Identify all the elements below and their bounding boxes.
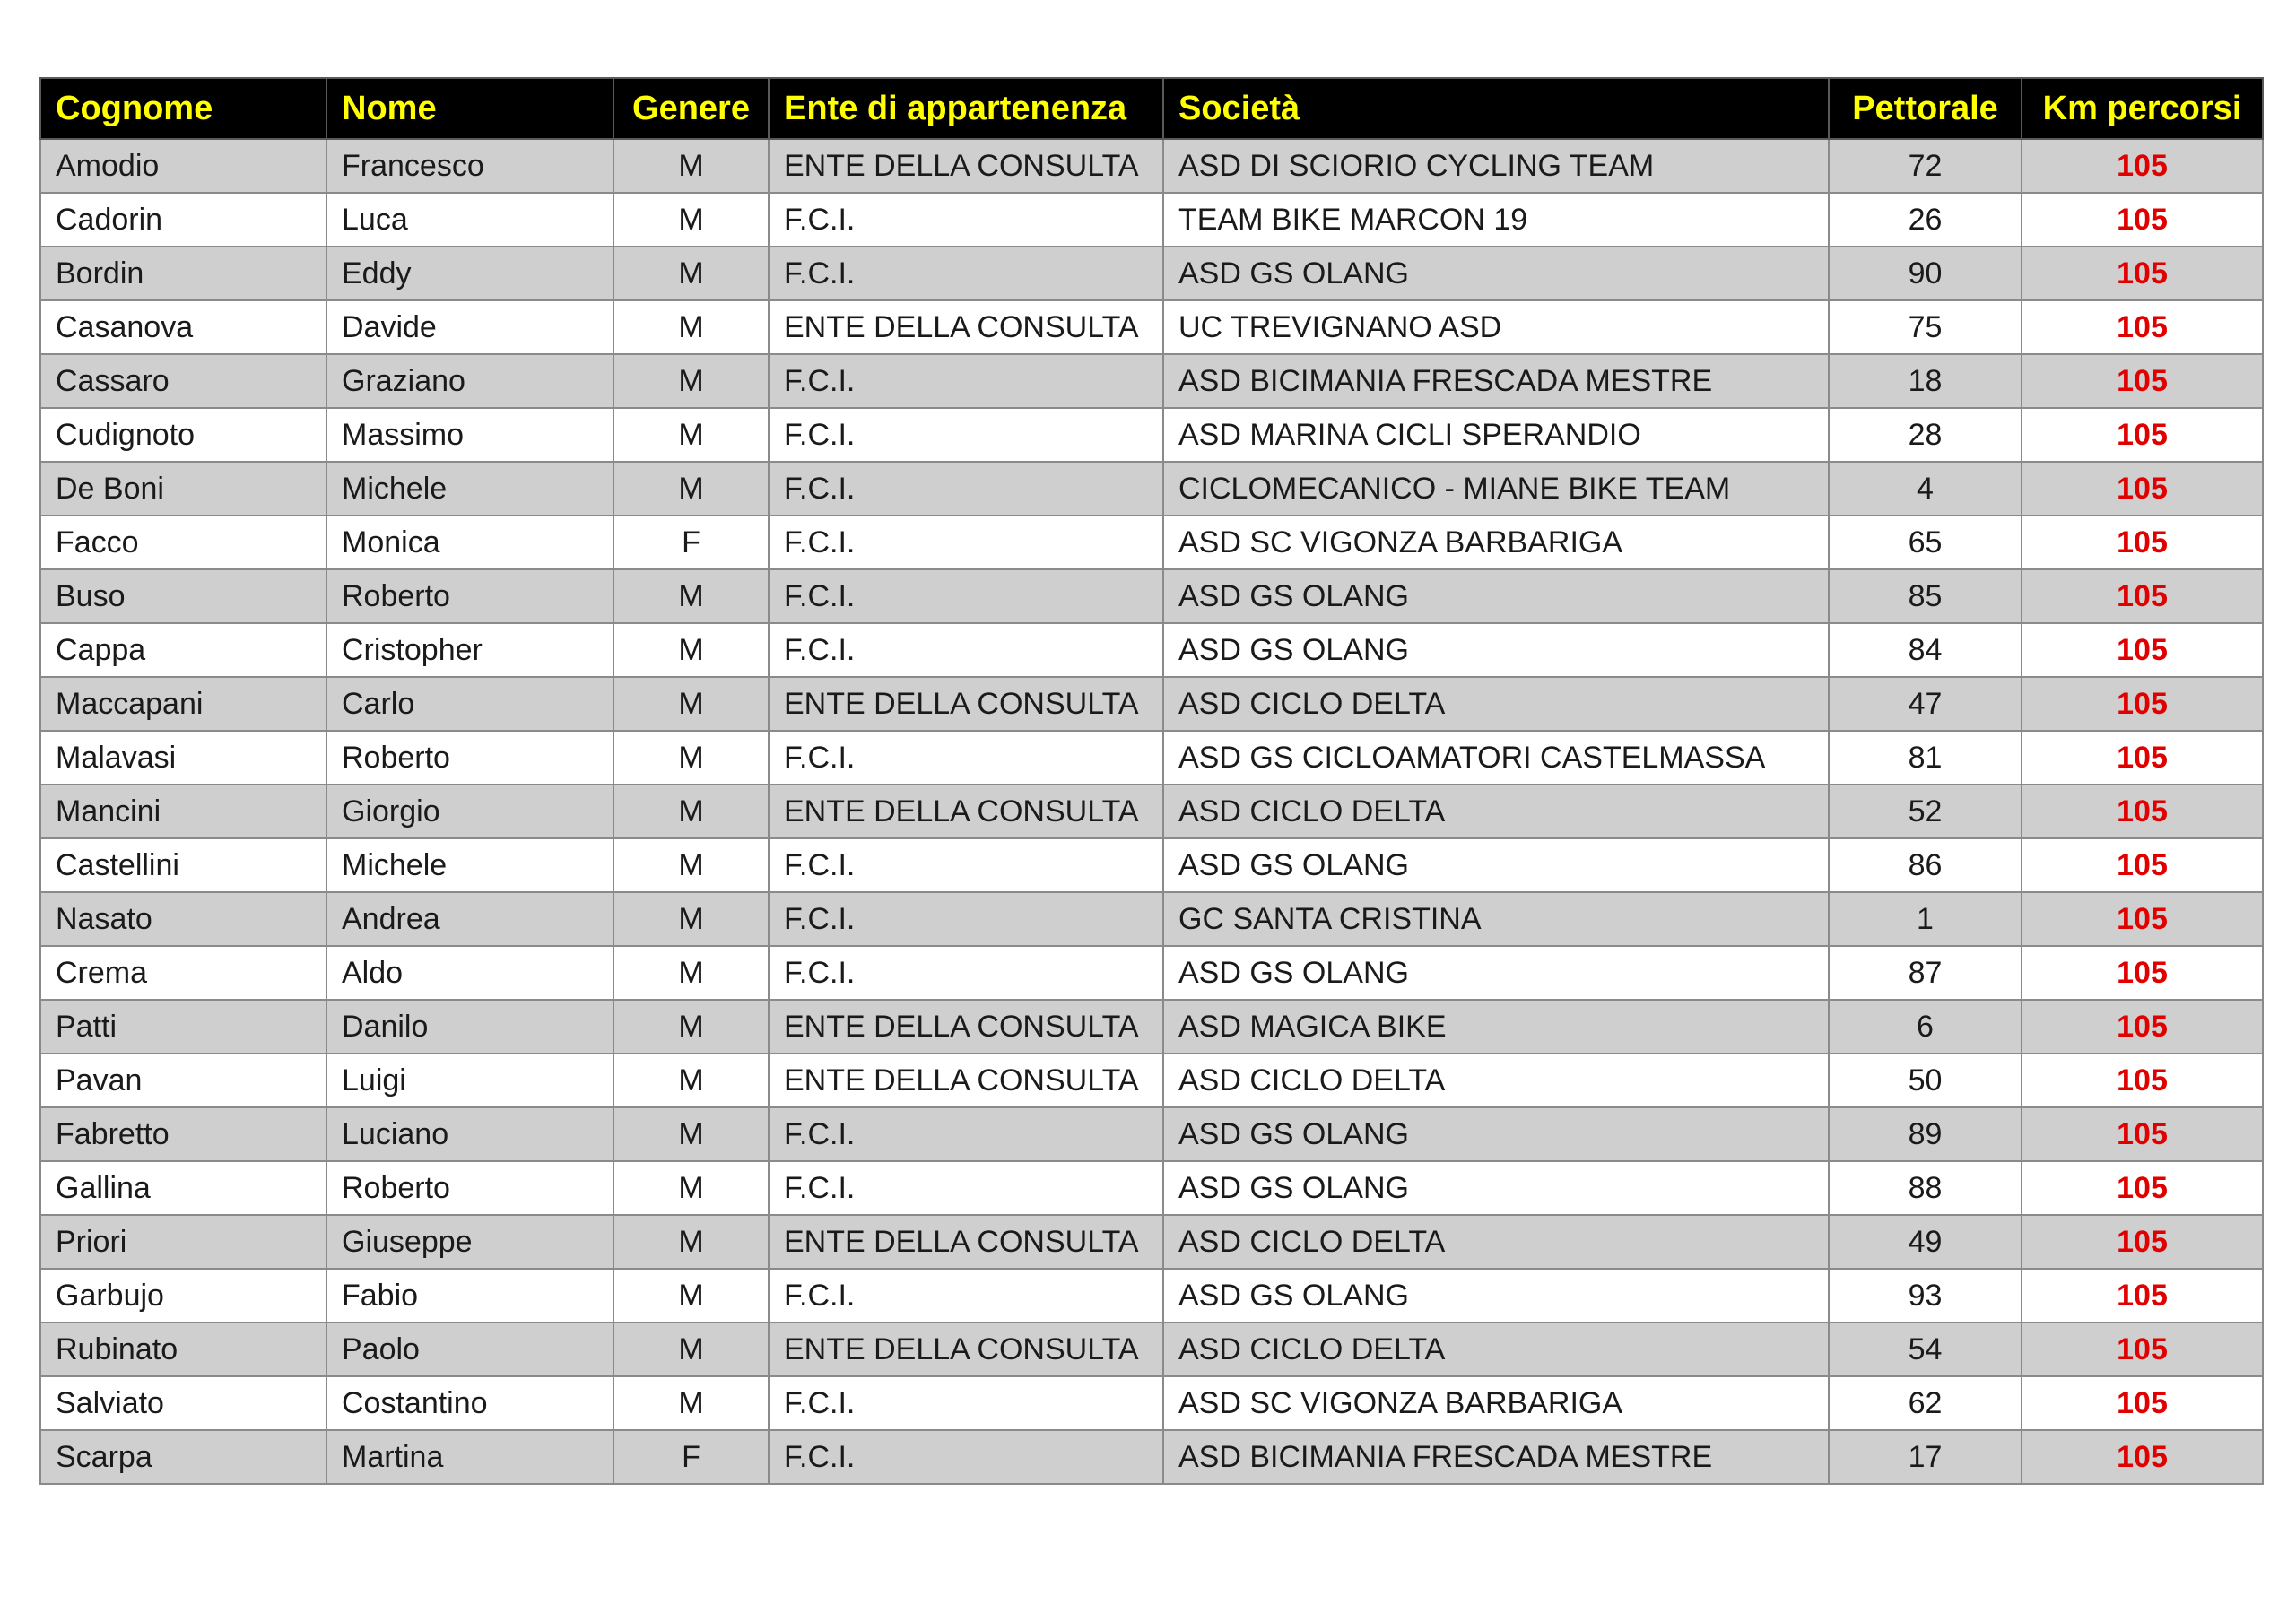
- cell-nome: Martina: [326, 1430, 613, 1484]
- header-cognome: Cognome: [40, 78, 326, 139]
- cell-pettorale: 28: [1829, 408, 2022, 462]
- cell-nome: Eddy: [326, 247, 613, 300]
- cell-cognome: Buso: [40, 569, 326, 623]
- cell-km-percorsi: 105: [2022, 731, 2263, 785]
- header-genere: Genere: [613, 78, 769, 139]
- cell-nome: Davide: [326, 300, 613, 354]
- table-row: [40, 1376, 2263, 1430]
- table-row: [40, 354, 2263, 408]
- cell-ente: F.C.I.: [769, 892, 1163, 946]
- cell-km-percorsi: 105: [2022, 946, 2263, 1000]
- cell-ente: ENTE DELLA CONSULTA: [769, 677, 1163, 731]
- cell-cognome: Scarpa: [40, 1430, 326, 1484]
- cell-societa: ASD CICLO DELTA: [1163, 1215, 1829, 1269]
- cell-km-percorsi: 105: [2022, 1215, 2263, 1269]
- cell-societa: ASD MAGICA BIKE: [1163, 1000, 1829, 1054]
- cell-societa: UC TREVIGNANO ASD: [1163, 300, 1829, 354]
- cell-nome: Giuseppe: [326, 1215, 613, 1269]
- cell-cognome: Priori: [40, 1215, 326, 1269]
- table-row: [40, 300, 2263, 354]
- cell-pettorale: 54: [1829, 1323, 2022, 1376]
- cell-ente: F.C.I.: [769, 1161, 1163, 1215]
- cell-ente: F.C.I.: [769, 1376, 1163, 1430]
- cell-cognome: De Boni: [40, 462, 326, 516]
- cell-societa: ASD GS OLANG: [1163, 1161, 1829, 1215]
- cell-societa: ASD SC VIGONZA BARBARIGA: [1163, 516, 1829, 569]
- cell-ente: ENTE DELLA CONSULTA: [769, 785, 1163, 838]
- cell-cognome: Garbujo: [40, 1269, 326, 1323]
- cell-ente: F.C.I.: [769, 569, 1163, 623]
- cell-ente: F.C.I.: [769, 354, 1163, 408]
- cell-km-percorsi: 105: [2022, 247, 2263, 300]
- cell-km-percorsi: 105: [2022, 1000, 2263, 1054]
- cell-nome: Paolo: [326, 1323, 613, 1376]
- cell-nome: Giorgio: [326, 785, 613, 838]
- cell-genere: M: [613, 677, 769, 731]
- cell-nome: Fabio: [326, 1269, 613, 1323]
- header-nome: Nome: [326, 78, 613, 139]
- cell-cognome: Salviato: [40, 1376, 326, 1430]
- table-row: [40, 1269, 2263, 1323]
- cell-genere: M: [613, 193, 769, 247]
- table-row: [40, 247, 2263, 300]
- cell-ente: F.C.I.: [769, 946, 1163, 1000]
- results-table: [39, 77, 2264, 1485]
- table-row: [40, 623, 2263, 677]
- cell-societa: GC SANTA CRISTINA: [1163, 892, 1829, 946]
- cell-genere: M: [613, 838, 769, 892]
- cell-ente: F.C.I.: [769, 408, 1163, 462]
- cell-genere: M: [613, 300, 769, 354]
- cell-nome: Monica: [326, 516, 613, 569]
- cell-genere: M: [613, 354, 769, 408]
- table-row: [40, 731, 2263, 785]
- cell-nome: Luigi: [326, 1054, 613, 1107]
- table-row: [40, 1000, 2263, 1054]
- cell-nome: Roberto: [326, 1161, 613, 1215]
- cell-pettorale: 86: [1829, 838, 2022, 892]
- cell-pettorale: 50: [1829, 1054, 2022, 1107]
- table-row: [40, 1430, 2263, 1484]
- table-row: [40, 677, 2263, 731]
- cell-nome: Aldo: [326, 946, 613, 1000]
- cell-cognome: Nasato: [40, 892, 326, 946]
- cell-km-percorsi: 105: [2022, 1376, 2263, 1430]
- cell-pettorale: 47: [1829, 677, 2022, 731]
- cell-nome: Cristopher: [326, 623, 613, 677]
- cell-genere: F: [613, 516, 769, 569]
- cell-societa: ASD GS CICLOAMATORI CASTELMASSA: [1163, 731, 1829, 785]
- table-row: [40, 1215, 2263, 1269]
- cell-nome: Andrea: [326, 892, 613, 946]
- cell-genere: M: [613, 731, 769, 785]
- table-body: [40, 139, 2263, 1484]
- cell-ente: F.C.I.: [769, 247, 1163, 300]
- cell-genere: M: [613, 946, 769, 1000]
- cell-genere: M: [613, 1215, 769, 1269]
- cell-nome: Luca: [326, 193, 613, 247]
- cell-km-percorsi: 105: [2022, 1430, 2263, 1484]
- cell-nome: Francesco: [326, 139, 613, 193]
- table-row: [40, 408, 2263, 462]
- cell-ente: F.C.I.: [769, 462, 1163, 516]
- table-row: [40, 892, 2263, 946]
- cell-cognome: Crema: [40, 946, 326, 1000]
- cell-cognome: Cassaro: [40, 354, 326, 408]
- cell-societa: ASD CICLO DELTA: [1163, 1054, 1829, 1107]
- cell-pettorale: 65: [1829, 516, 2022, 569]
- cell-cognome: Patti: [40, 1000, 326, 1054]
- cell-km-percorsi: 105: [2022, 139, 2263, 193]
- cell-ente: F.C.I.: [769, 1430, 1163, 1484]
- cell-societa: ASD MARINA CICLI SPERANDIO: [1163, 408, 1829, 462]
- cell-pettorale: 87: [1829, 946, 2022, 1000]
- cell-nome: Carlo: [326, 677, 613, 731]
- cell-nome: Massimo: [326, 408, 613, 462]
- cell-nome: Danilo: [326, 1000, 613, 1054]
- cell-nome: Michele: [326, 838, 613, 892]
- cell-cognome: Casanova: [40, 300, 326, 354]
- cell-ente: ENTE DELLA CONSULTA: [769, 1054, 1163, 1107]
- cell-nome: Luciano: [326, 1107, 613, 1161]
- cell-nome: Costantino: [326, 1376, 613, 1430]
- cell-genere: M: [613, 785, 769, 838]
- cell-ente: F.C.I.: [769, 1107, 1163, 1161]
- cell-genere: M: [613, 1054, 769, 1107]
- cell-ente: ENTE DELLA CONSULTA: [769, 1000, 1163, 1054]
- cell-nome: Roberto: [326, 731, 613, 785]
- cell-genere: M: [613, 1000, 769, 1054]
- table-header: [40, 78, 2263, 139]
- table-row: [40, 193, 2263, 247]
- header-pettorale: Pettorale: [1829, 78, 2022, 139]
- cell-nome: Michele: [326, 462, 613, 516]
- cell-cognome: Amodio: [40, 139, 326, 193]
- cell-pettorale: 93: [1829, 1269, 2022, 1323]
- cell-societa: ASD BICIMANIA FRESCADA MESTRE: [1163, 354, 1829, 408]
- cell-pettorale: 84: [1829, 623, 2022, 677]
- cell-nome: Roberto: [326, 569, 613, 623]
- cell-cognome: Castellini: [40, 838, 326, 892]
- cell-genere: F: [613, 1430, 769, 1484]
- cell-genere: M: [613, 408, 769, 462]
- cell-ente: F.C.I.: [769, 731, 1163, 785]
- table-row: [40, 462, 2263, 516]
- cell-cognome: Cappa: [40, 623, 326, 677]
- cell-pettorale: 49: [1829, 1215, 2022, 1269]
- cell-pettorale: 72: [1829, 139, 2022, 193]
- cell-genere: M: [613, 1107, 769, 1161]
- cell-pettorale: 89: [1829, 1107, 2022, 1161]
- cell-ente: ENTE DELLA CONSULTA: [769, 300, 1163, 354]
- cell-pettorale: 52: [1829, 785, 2022, 838]
- cell-km-percorsi: 105: [2022, 677, 2263, 731]
- cell-ente: F.C.I.: [769, 193, 1163, 247]
- cell-ente: F.C.I.: [769, 516, 1163, 569]
- cell-cognome: Fabretto: [40, 1107, 326, 1161]
- cell-societa: CICLOMECANICO - MIANE BIKE TEAM: [1163, 462, 1829, 516]
- cell-pettorale: 81: [1829, 731, 2022, 785]
- table-row: [40, 838, 2263, 892]
- table-row: [40, 1161, 2263, 1215]
- header-km-percorsi: Km percorsi: [2022, 78, 2263, 139]
- cell-pettorale: 4: [1829, 462, 2022, 516]
- cell-societa: ASD GS OLANG: [1163, 569, 1829, 623]
- cell-societa: ASD SC VIGONZA BARBARIGA: [1163, 1376, 1829, 1430]
- cell-pettorale: 6: [1829, 1000, 2022, 1054]
- table-row: [40, 516, 2263, 569]
- cell-societa: ASD DI SCIORIO CYCLING TEAM: [1163, 139, 1829, 193]
- cell-societa: ASD GS OLANG: [1163, 1107, 1829, 1161]
- cell-pettorale: 1: [1829, 892, 2022, 946]
- cell-genere: M: [613, 1269, 769, 1323]
- cell-ente: F.C.I.: [769, 838, 1163, 892]
- cell-ente: ENTE DELLA CONSULTA: [769, 1323, 1163, 1376]
- cell-km-percorsi: 105: [2022, 193, 2263, 247]
- cell-genere: M: [613, 139, 769, 193]
- cell-km-percorsi: 105: [2022, 1269, 2263, 1323]
- header-row: [40, 78, 2263, 139]
- cell-km-percorsi: 105: [2022, 462, 2263, 516]
- cell-ente: F.C.I.: [769, 623, 1163, 677]
- cell-cognome: Facco: [40, 516, 326, 569]
- cell-genere: M: [613, 1376, 769, 1430]
- cell-km-percorsi: 105: [2022, 785, 2263, 838]
- cell-societa: ASD GS OLANG: [1163, 623, 1829, 677]
- cell-societa: ASD GS OLANG: [1163, 838, 1829, 892]
- cell-societa: ASD GS OLANG: [1163, 946, 1829, 1000]
- cell-cognome: Mancini: [40, 785, 326, 838]
- cell-cognome: Pavan: [40, 1054, 326, 1107]
- table-row: [40, 1323, 2263, 1376]
- cell-pettorale: 17: [1829, 1430, 2022, 1484]
- cell-km-percorsi: 105: [2022, 1161, 2263, 1215]
- cell-cognome: Cudignoto: [40, 408, 326, 462]
- cell-cognome: Bordin: [40, 247, 326, 300]
- cell-km-percorsi: 105: [2022, 1323, 2263, 1376]
- cell-pettorale: 18: [1829, 354, 2022, 408]
- table-row: [40, 1107, 2263, 1161]
- cell-societa: ASD CICLO DELTA: [1163, 785, 1829, 838]
- cell-cognome: Rubinato: [40, 1323, 326, 1376]
- cell-cognome: Malavasi: [40, 731, 326, 785]
- cell-km-percorsi: 105: [2022, 354, 2263, 408]
- cell-ente: ENTE DELLA CONSULTA: [769, 1215, 1163, 1269]
- cell-societa: ASD CICLO DELTA: [1163, 677, 1829, 731]
- table-row: [40, 1054, 2263, 1107]
- cell-pettorale: 62: [1829, 1376, 2022, 1430]
- cell-genere: M: [613, 569, 769, 623]
- cell-km-percorsi: 105: [2022, 300, 2263, 354]
- table-row: [40, 139, 2263, 193]
- cell-km-percorsi: 105: [2022, 892, 2263, 946]
- cell-genere: M: [613, 1161, 769, 1215]
- table-row: [40, 785, 2263, 838]
- cell-genere: M: [613, 462, 769, 516]
- cell-km-percorsi: 105: [2022, 408, 2263, 462]
- cell-pettorale: 88: [1829, 1161, 2022, 1215]
- cell-nome: Graziano: [326, 354, 613, 408]
- table-row: [40, 569, 2263, 623]
- cell-km-percorsi: 105: [2022, 1054, 2263, 1107]
- cell-km-percorsi: 105: [2022, 516, 2263, 569]
- cell-cognome: Gallina: [40, 1161, 326, 1215]
- cell-pettorale: 75: [1829, 300, 2022, 354]
- cell-ente: ENTE DELLA CONSULTA: [769, 139, 1163, 193]
- cell-societa: ASD BICIMANIA FRESCADA MESTRE: [1163, 1430, 1829, 1484]
- cell-genere: M: [613, 247, 769, 300]
- cell-pettorale: 26: [1829, 193, 2022, 247]
- cell-cognome: Maccapani: [40, 677, 326, 731]
- cell-pettorale: 90: [1829, 247, 2022, 300]
- cell-genere: M: [613, 892, 769, 946]
- cell-pettorale: 85: [1829, 569, 2022, 623]
- cell-societa: ASD GS OLANG: [1163, 1269, 1829, 1323]
- table-row: [40, 946, 2263, 1000]
- cell-societa: ASD CICLO DELTA: [1163, 1323, 1829, 1376]
- cell-genere: M: [613, 623, 769, 677]
- cell-societa: ASD GS OLANG: [1163, 247, 1829, 300]
- cell-km-percorsi: 105: [2022, 838, 2263, 892]
- cell-cognome: Cadorin: [40, 193, 326, 247]
- cell-ente: F.C.I.: [769, 1269, 1163, 1323]
- cell-km-percorsi: 105: [2022, 623, 2263, 677]
- cell-km-percorsi: 105: [2022, 569, 2263, 623]
- cell-societa: TEAM BIKE MARCON 19: [1163, 193, 1829, 247]
- cell-genere: M: [613, 1323, 769, 1376]
- cell-km-percorsi: 105: [2022, 1107, 2263, 1161]
- header-ente: Ente di appartenenza: [769, 78, 1163, 139]
- header-societa: Società: [1163, 78, 1829, 139]
